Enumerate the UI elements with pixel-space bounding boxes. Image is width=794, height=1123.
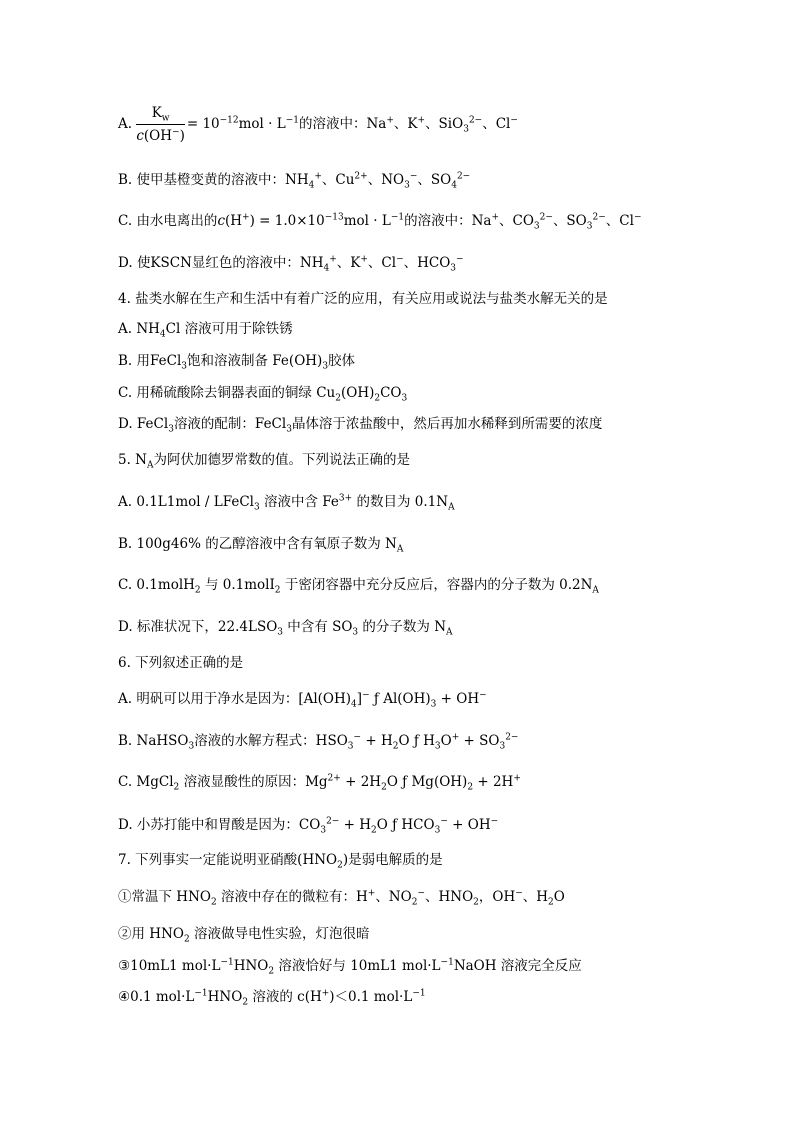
ion-text: 、Cu <box>321 172 355 188</box>
item-text: 溶液做导电性实验，灯泡很暗 <box>189 926 370 942</box>
q6-option-b <box>118 732 518 750</box>
charge: 3+ <box>338 493 353 504</box>
item-text: ①常温下 HNO <box>118 889 211 905</box>
ion-text: 、Cl <box>482 116 511 132</box>
subscript: A <box>592 585 599 596</box>
ion-text: 、SO <box>417 172 452 188</box>
option-text: (OH) <box>340 385 375 401</box>
option-text: D. FeCl <box>118 416 169 432</box>
q4-option-d <box>118 415 602 433</box>
charge: − <box>633 212 642 223</box>
paren-close: ) <box>179 128 185 144</box>
subscript: A <box>146 460 154 471</box>
option-label: D. <box>118 255 133 271</box>
q3-option-a <box>118 104 518 145</box>
subscript: 2 <box>173 782 180 793</box>
item-text: )＜0.1 mol·L <box>329 989 413 1005</box>
option-label: A. <box>118 116 133 132</box>
q5-option-c <box>118 576 599 594</box>
option-text: 的分子数为 N <box>358 619 447 635</box>
exponent: −12 <box>219 115 239 126</box>
ion-text: 、K <box>336 255 361 271</box>
option-text: + SO <box>459 733 500 749</box>
option-text: O <box>440 733 452 749</box>
item-text: 溶液的 c(H <box>248 989 322 1005</box>
kw-symbol: K <box>151 105 162 121</box>
ion-text: 、Cl <box>367 255 397 271</box>
option-text: 中含有 SO <box>283 619 353 635</box>
option-text: + H <box>339 817 372 833</box>
q6-option-d <box>118 816 498 834</box>
charge: + <box>451 732 460 743</box>
q6-stem: 6. 下列叙述正确的是 <box>118 655 244 671</box>
option-text: 与 0.1molI <box>200 577 275 593</box>
option-label: B. <box>118 172 133 188</box>
subscript: A <box>446 627 453 638</box>
unit-text: mol · L <box>343 213 391 229</box>
option-text: 的溶液中：Na <box>299 116 387 132</box>
ion-text: (H <box>225 213 243 229</box>
option-text: C. 0.1molH <box>118 577 195 593</box>
charge: 2− <box>592 212 606 223</box>
option-text: 溶液的配制：FeCl <box>173 416 287 432</box>
charge: − <box>362 690 370 701</box>
charge: + <box>513 773 521 784</box>
stem-text: 7. 下列事实一定能说明亚硝酸(HNO <box>118 852 338 868</box>
item-text: 溶液中存在的微粒有：H <box>216 889 368 905</box>
value-text: ) = 1.0×10 <box>249 213 325 229</box>
ion-text: 、NO <box>367 172 405 188</box>
charge: − <box>479 690 487 701</box>
charge: − <box>515 888 523 899</box>
option-text: C. 用稀硫酸除去铜器表面的铜绿 Cu <box>118 385 336 401</box>
q5-stem <box>118 451 410 469</box>
exponent: −1 <box>220 957 234 968</box>
subscript: 2 <box>335 393 341 404</box>
charge: 2+ <box>327 773 341 784</box>
subscript: 3 <box>352 627 359 638</box>
charge: − <box>417 888 425 899</box>
item-text: 、NO <box>375 889 412 905</box>
subscript: 3 <box>188 741 195 752</box>
option-text: O ƒ H <box>398 733 435 749</box>
subscript: 3 <box>168 424 174 435</box>
subscript: A <box>396 544 404 555</box>
option-text: + 2H <box>340 774 382 790</box>
item-text: ④0.1 mol·L <box>118 989 195 1005</box>
option-text: 于密闭容器中充分反应后，容器内的分子数为 0.2N <box>280 577 593 593</box>
subscript: 2 <box>268 966 275 977</box>
subscript: 3 <box>286 424 292 435</box>
q7-item-1 <box>118 888 565 906</box>
item-text: ②用 HNO <box>118 926 184 942</box>
subscript: 2 <box>274 585 281 596</box>
option-text: 的溶液中：Na <box>404 213 492 229</box>
subscript: 4 <box>323 263 330 274</box>
oh-charge: − <box>172 127 180 138</box>
subscript: 2 <box>194 585 201 596</box>
ion-text: 、K <box>393 116 418 132</box>
charge: + <box>242 212 250 223</box>
option-text: 溶液中含 Fe <box>259 494 339 510</box>
subscript: 3 <box>347 741 354 752</box>
item-text: HNO <box>233 958 269 974</box>
item-text: 、HNO <box>424 889 474 905</box>
subscript: 2 <box>473 897 479 908</box>
charge: − <box>490 816 499 827</box>
option-text: ] <box>356 691 363 707</box>
q7-item-3 <box>118 957 582 975</box>
q3-option-d <box>118 254 464 272</box>
item-text: ③10mL1 mol·L <box>118 958 221 974</box>
subscript: 3 <box>434 741 441 752</box>
charge: − <box>440 816 448 827</box>
subscript: 4 <box>308 180 315 191</box>
option-text: A. NH <box>118 321 160 337</box>
option-label: C. <box>118 213 133 229</box>
option-text: + OH <box>436 691 480 707</box>
subscript: 2 <box>337 860 343 871</box>
unit-text: mol · L <box>238 116 286 132</box>
item-text: HNO <box>207 989 243 1005</box>
stem-text: 5. N <box>118 452 147 468</box>
subscript: 3 <box>401 393 408 404</box>
option-text: + OH <box>447 817 491 833</box>
q3-option-c <box>118 212 641 230</box>
option-text: 溶液显酸性的原因：Mg <box>179 774 328 790</box>
equals-text: = 10 <box>186 116 220 132</box>
charge: 2− <box>505 732 519 743</box>
q4-option-c <box>118 384 407 402</box>
option-text: A. 0.1L1mol / LFeCl <box>118 494 254 510</box>
charge: − <box>409 171 418 182</box>
unit-exponent: −1 <box>285 115 299 126</box>
charge: + <box>386 115 394 126</box>
ion-text: 、Cl <box>605 213 634 229</box>
option-text: A. 明矾可以用于净水是因为：[Al(OH) <box>118 691 352 707</box>
exponent: −1 <box>194 988 208 999</box>
charge: + <box>360 254 368 265</box>
option-text: 饱和溶液制备 Fe(OH) <box>187 353 323 369</box>
item-text: 、H <box>522 889 549 905</box>
q5-option-a <box>118 493 455 511</box>
kw-subscript: w <box>161 113 170 124</box>
subscript: 4 <box>351 699 357 710</box>
exponent: −13 <box>324 212 344 223</box>
q5-option-b <box>118 535 403 553</box>
subscript: 2 <box>381 782 387 793</box>
option-text: 使KSCN显红色的溶液中：NH <box>136 255 324 271</box>
option-text: C. MgCl <box>118 774 174 790</box>
c-symbol: c <box>136 128 144 144</box>
option-text: ƒ Al(OH) <box>369 691 431 707</box>
subscript: 4 <box>451 180 457 191</box>
ion-text: 、SiO <box>425 116 464 132</box>
option-text: + H <box>361 733 393 749</box>
charge: + <box>367 888 376 899</box>
option-text: B. 用FeCl <box>118 353 182 369</box>
option-text: O ƒ HCO <box>376 817 435 833</box>
option-text: CO <box>380 385 402 401</box>
subscript: 2 <box>374 393 381 404</box>
charge: − <box>456 254 464 265</box>
subscript: 2 <box>371 825 377 836</box>
subscript: A <box>448 502 455 513</box>
option-text: 使甲基橙变黄的溶液中：NH <box>136 172 309 188</box>
option-text: 晶体溶于浓盐酸中，然后再加水稀释到所需要的浓度 <box>291 416 603 432</box>
subscript: 2 <box>392 741 399 752</box>
charge: 2− <box>326 816 340 827</box>
ion-text: 、SO <box>552 213 587 229</box>
q6-option-c <box>118 773 521 791</box>
subscript: 3 <box>253 502 260 513</box>
ion-text: 、HCO <box>403 255 451 271</box>
subscript: 3 <box>450 263 457 274</box>
subscript: 2 <box>242 997 249 1008</box>
item-text: ，OH <box>478 889 516 905</box>
item-text: 溶液恰好与 10mL1 mol·L <box>274 958 441 974</box>
subscript: 3 <box>463 124 469 135</box>
kw-fraction <box>136 104 185 145</box>
subscript: 3 <box>586 221 593 232</box>
charge: + <box>314 171 322 182</box>
q3-option-b <box>118 171 470 189</box>
q7-item-4 <box>118 988 426 1006</box>
subscript: 2 <box>467 782 474 793</box>
c-symbol: c <box>217 213 225 229</box>
q4-option-a <box>118 320 293 338</box>
option-text: 胶体 <box>328 353 356 369</box>
option-text: 的数目为 0.1N <box>352 494 449 510</box>
item-text: O <box>553 889 565 905</box>
subscript: 3 <box>320 825 327 836</box>
q5-option-d <box>118 618 453 636</box>
charge: 2− <box>456 171 471 182</box>
subscript: 3 <box>322 361 329 372</box>
charge: + <box>321 988 330 999</box>
subscript: 3 <box>533 221 540 232</box>
q7-item-2 <box>118 925 369 943</box>
option-text: B. NaHSO <box>118 733 189 749</box>
option-text: D. 小苏打能中和胃酸是因为：CO <box>118 817 321 833</box>
unit-exponent: −1 <box>390 212 405 223</box>
ion-text: 、CO <box>499 213 534 229</box>
subscript: 3 <box>277 627 283 638</box>
exponent: −1 <box>412 988 426 999</box>
subscript: 2 <box>411 897 418 908</box>
subscript: 2 <box>548 897 554 908</box>
charge: 2− <box>539 212 553 223</box>
exponent: −1 <box>440 957 454 968</box>
charge: + <box>329 254 337 265</box>
charge: + <box>491 212 500 223</box>
q4-option-b <box>118 352 355 370</box>
subscript: 4 <box>159 329 166 340</box>
subscript: 3 <box>434 825 441 836</box>
q7-stem <box>118 851 443 869</box>
option-text: 由水电离出的 <box>136 213 218 229</box>
option-text: Cl 溶液可用于除铁锈 <box>165 321 293 337</box>
option-text: B. 100g46% 的乙醇溶液中含有氧原子数为 N <box>118 536 397 552</box>
option-text: 溶液的水解方程式：HSO <box>194 733 348 749</box>
charge: − <box>510 115 518 126</box>
subscript: 2 <box>210 897 217 908</box>
stem-text: 为阿伏加德罗常数的值。下列说法正确的是 <box>153 452 410 468</box>
stem-text: )是弱电解质的是 <box>342 852 443 868</box>
charge: − <box>353 732 362 743</box>
q4-stem: 4. 盐类水解在生产和生活中有着广泛的应用，有关应用或说法与盐类水解无关的是 <box>118 291 608 307</box>
subscript: 3 <box>181 361 188 372</box>
charge: 2+ <box>354 171 368 182</box>
item-text: NaOH 溶液完全反应 <box>453 958 582 974</box>
option-text: + 2H <box>473 774 514 790</box>
charge: 2− <box>468 115 483 126</box>
oh-text: (OH <box>143 128 173 144</box>
charge: + <box>417 115 426 126</box>
subscript: 3 <box>404 180 410 191</box>
subscript: 3 <box>430 699 437 710</box>
q6-option-a <box>118 690 487 708</box>
charge: − <box>396 254 404 265</box>
option-text: D. 标准状况下，22.4LSO <box>118 619 278 635</box>
subscript: 3 <box>499 741 506 752</box>
subscript: 2 <box>183 934 190 945</box>
option-text: O ƒ Mg(OH) <box>386 774 468 790</box>
